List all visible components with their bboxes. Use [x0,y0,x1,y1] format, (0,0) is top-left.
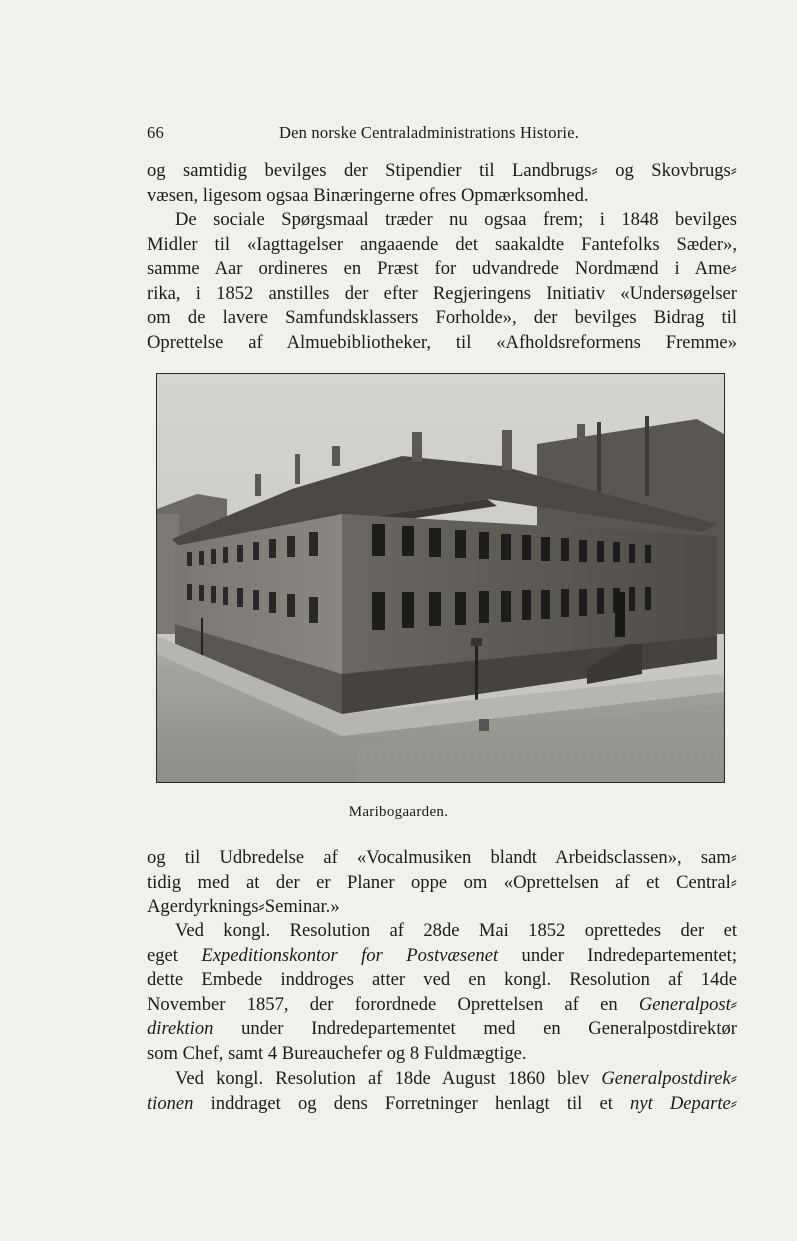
text-line [147,1067,737,1092]
text-line: tidig med at der er Planer oppe om «Oprettelsen af et Central⸗ [147,871,737,893]
text-line: De sociale Spørgsmaal træder nu ogsaa frem; i 1848 bevilges [175,209,737,230]
text-run: under Indredepartementet med en Generalpostdirektør [213,1018,737,1040]
text-line: og til Udbredelse af «Vocalmusiken blandt Arbeidsclassen», sam⸗ [147,847,737,868]
text-line: Agerdyrknings⸗Seminar.» [147,896,340,918]
page-number: 66 [147,123,164,142]
text-line: samme Aar ordineres en Præst for udvandrede Nordmænd i Ame⸗ [147,258,737,280]
text-line: Ved kongl. Resolution af 28de Mai 1852 oprettedes der et [175,920,737,941]
text-line: om de lavere Samfundsklassers Forholde», der bevilges Bidrag til [147,307,737,329]
running-title: Den norske Centraladministrations Historie. [279,123,580,142]
page-header [147,123,737,145]
paragraph-3 [147,846,737,920]
maribogaarden-photo [156,373,725,783]
italic-title: direktion [147,1018,214,1040]
italic-title: tionen [147,1092,194,1114]
text-run: under Indredepartementet; [498,944,737,966]
text-run: inddraget og dens Forretninger henlagt til et [193,1092,631,1114]
italic-title: nyt Departe⸗ [630,1092,737,1114]
text-line: Oprettelse af Almuebibliotheker, til «Afholdsreformens Fremme» [147,331,737,353]
text-line: som Chef, samt 4 Bureauchefer og 8 Fuldmægtige. [147,1042,527,1064]
italic-title: Generalpost⸗ [638,993,737,1015]
italic-title: Generalpostdirek⸗ [601,1068,737,1089]
text-line [147,1017,737,1042]
text-line: væsen, ligesom ogsaa Binæringerne ofres Opmærksomhed. [147,184,589,206]
text-line [147,1092,737,1117]
italic-title: Expeditionskontor for Postvæsenet [201,944,499,966]
text-line: Midler til «Iagttagelser angaaende det saakaldte Fantefolks Sæder», [147,233,737,255]
text-line [147,993,737,1018]
text-line [147,944,737,969]
text-line: dette Embede inddroges atter ved en kongl. Resolution af 14de [147,969,737,991]
figure-caption: Maribogaarden. [348,804,449,820]
text-run: November 1857, der forordnede Oprettelsen af en [147,993,639,1015]
paragraph-1 [147,159,737,208]
paragraph-2 [147,208,737,356]
text-run: Ved kongl. Resolution af 18de August 1860 blev [175,1068,602,1089]
text-run: eget [147,944,202,966]
paragraph-4 [147,919,737,1067]
paragraph-5 [147,1067,737,1116]
text-line: rika, i 1852 anstilles der efter Regjeringens Initiativ «Undersøgelser [147,282,737,304]
text-line: og samtidig bevilges der Stipendier til Landbrugs⸗ og Skovbrugs⸗ [147,160,737,181]
